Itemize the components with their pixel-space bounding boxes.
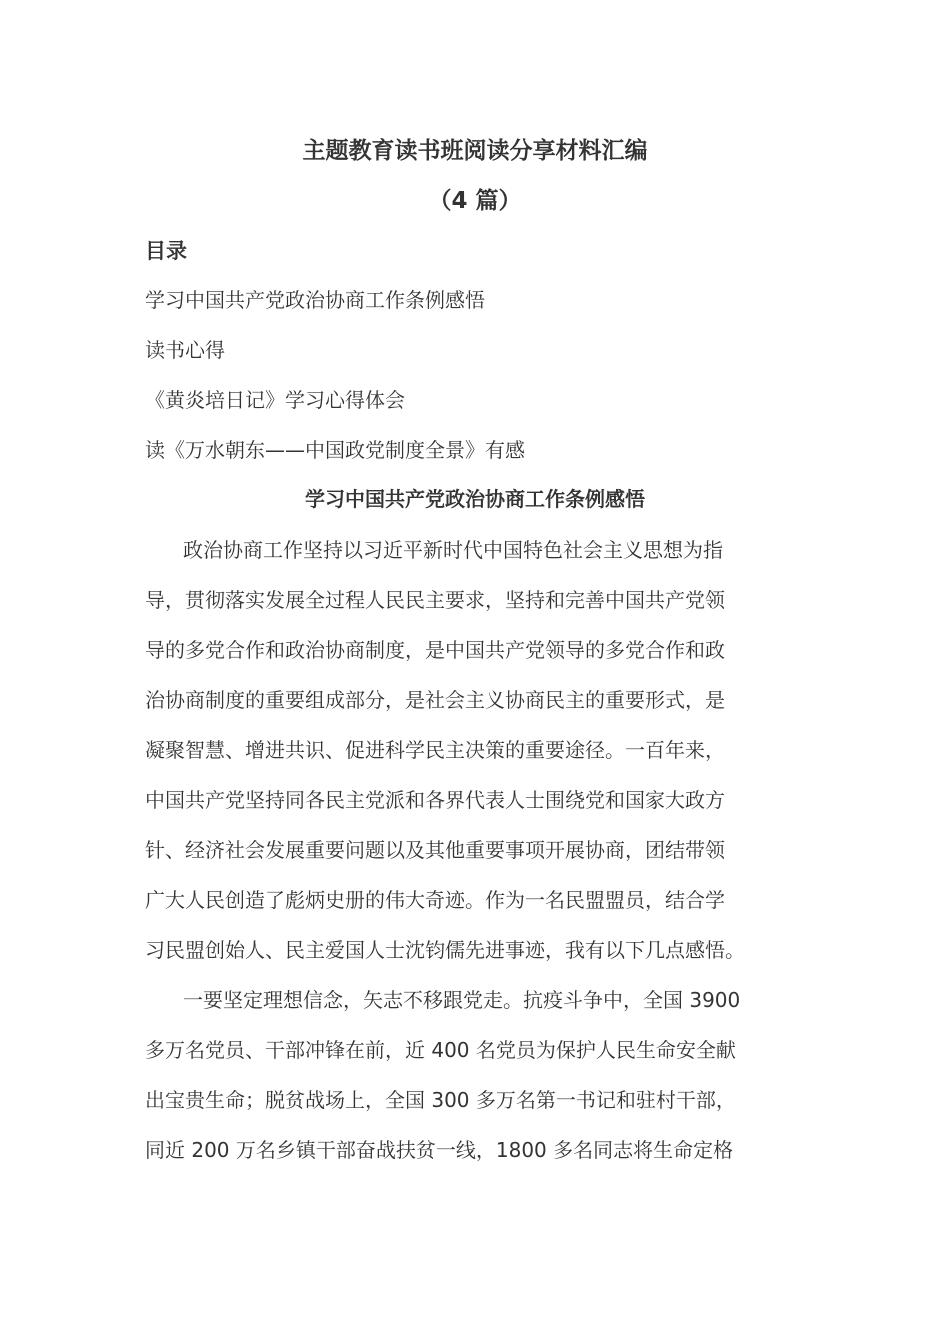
text-line: 凝聚智慧、增进共识、促进科学民主决策的重要途径。一百年来， <box>145 738 725 762</box>
text-line: 多万名党员、干部冲锋在前，近 400 名党员为保护人民生命安全献 <box>145 1038 736 1062</box>
document-subtitle: （4 篇） <box>428 188 522 214</box>
text-line: 针、经济社会发展重要问题以及其他重要事项开展协商，团结带领 <box>145 838 725 862</box>
toc-item: 学习中国共产党政治协商工作条例感悟 <box>145 288 485 312</box>
toc-item: 《黄炎培日记》学习心得体会 <box>145 388 405 412</box>
text-line: 出宝贵生命；脱贫战场上，全国 300 多万名第一书记和驻村干部， <box>145 1088 736 1112</box>
text-line: 习民盟创始人、民主爱国人士沈钧儒先进事迹，我有以下几点感悟。 <box>145 938 745 962</box>
toc-heading: 目录 <box>145 239 187 263</box>
text-line: 同近 200 万名乡镇干部奋战扶贫一线，1800 多名同志将生命定格 <box>145 1138 734 1162</box>
section-title: 学习中国共产党政治协商工作条例感悟 <box>305 487 645 511</box>
text-line: 政治协商工作坚持以习近平新时代中国特色社会主义思想为指 <box>183 538 723 562</box>
paragraph-2 <box>145 985 815 1185</box>
text-line: 中国共产党坚持同各民主党派和各界代表人士围绕党和国家大政方 <box>145 788 725 812</box>
text-line: 广大人民创造了彪炳史册的伟大奇迹。作为一名民盟盟员，结合学 <box>145 888 725 912</box>
toc-item: 读书心得 <box>145 338 225 362</box>
text-line: 治协商制度的重要组成部分，是社会主义协商民主的重要形式，是 <box>145 688 725 712</box>
document-title: 主题教育读书班阅读分享材料汇编 <box>302 138 648 164</box>
toc-item: 读《万水朝东——中国政党制度全景》有感 <box>145 438 525 462</box>
paragraph-1 <box>145 535 815 985</box>
text-line: 一要坚定理想信念，矢志不移跟党走。抗疫斗争中，全国 3900 <box>183 988 741 1012</box>
text-line: 导，贯彻落实发展全过程人民民主要求，坚持和完善中国共产党领 <box>145 588 725 612</box>
body-text <box>145 535 815 1185</box>
text-line: 导的多党合作和政治协商制度，是中国共产党领导的多党合作和政 <box>145 638 725 662</box>
table-of-contents <box>145 285 525 485</box>
